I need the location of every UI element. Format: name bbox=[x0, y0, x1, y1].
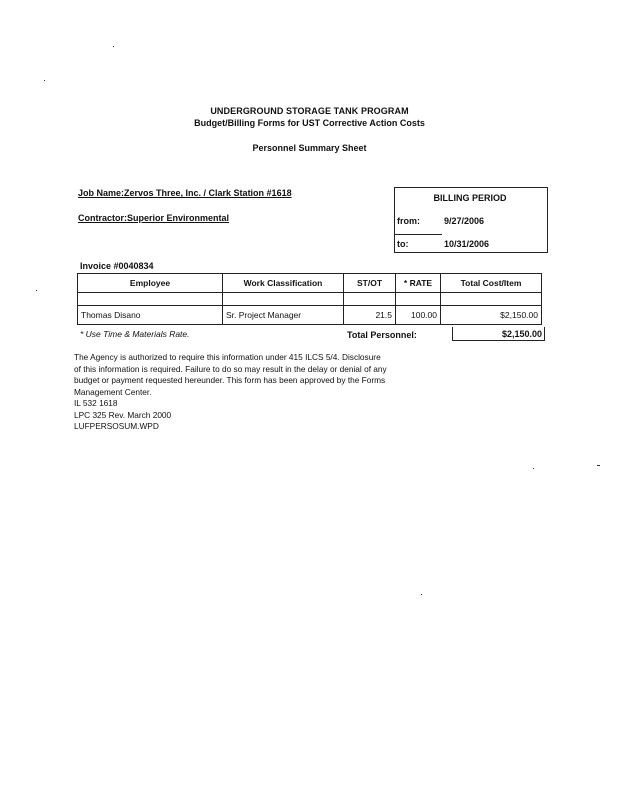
scan-speck bbox=[44, 80, 45, 81]
notice-line: Management Center. bbox=[74, 386, 152, 397]
classification-cell: Sr. Project Manager bbox=[223, 306, 344, 325]
table-header-row bbox=[78, 274, 542, 293]
notice-line: of this information is required. Failure to do so may result in the delay or denial of any bbox=[74, 363, 387, 374]
scan-speck bbox=[597, 465, 600, 466]
scan-speck bbox=[533, 468, 534, 469]
total-personnel-label: Total Personnel: bbox=[347, 330, 417, 340]
table-spacer-row bbox=[78, 293, 542, 306]
col-rate: * RATE bbox=[396, 274, 441, 293]
scan-speck bbox=[36, 290, 37, 291]
program-title: UNDERGROUND STORAGE TANK PROGRAM bbox=[210, 106, 409, 116]
st-ot-cell: 21.5 bbox=[344, 306, 396, 325]
rate-cell: 100.00 bbox=[396, 306, 441, 325]
spacer-cell bbox=[441, 293, 542, 306]
col-st-ot: ST/OT bbox=[344, 274, 396, 293]
billing-to-value: 10/31/2006 bbox=[444, 239, 490, 249]
sheet-title: Personnel Summary Sheet bbox=[252, 143, 367, 153]
table-row bbox=[78, 306, 542, 325]
job-name-label: Job Name: bbox=[78, 188, 125, 198]
total-cost-cell: $2,150.00 bbox=[441, 306, 542, 325]
col-work-classification: Work Classification bbox=[223, 274, 344, 293]
notice-line: The Agency is authorized to require this information under 415 ILCS 5/4. Disclosure bbox=[74, 352, 381, 362]
col-total-cost: Total Cost/Item bbox=[441, 274, 542, 293]
form-revision: LPC 325 Rev. March 2000 bbox=[74, 409, 172, 420]
employee-cell: Thomas Disano bbox=[78, 306, 223, 325]
contractor-row bbox=[78, 213, 229, 223]
job-name-row bbox=[78, 188, 292, 198]
scan-speck bbox=[421, 594, 422, 595]
spacer-cell bbox=[78, 293, 223, 306]
col-employee: Employee bbox=[78, 274, 223, 293]
spacer-cell bbox=[344, 293, 396, 306]
billing-divider bbox=[394, 234, 442, 235]
job-name-value: Zervos Three, Inc. / Clark Station #1618 bbox=[124, 188, 292, 198]
billing-period-title: BILLING PERIOD bbox=[433, 193, 507, 203]
invoice-number: Invoice #0040834 bbox=[80, 261, 154, 271]
form-subtitle: Budget/Billing Forms for UST Corrective Action Costs bbox=[194, 118, 425, 128]
billing-from-label: from: bbox=[397, 216, 420, 226]
form-code: IL 532 1618 bbox=[74, 398, 118, 408]
billing-from-value: 9/27/2006 bbox=[444, 216, 485, 226]
rate-footnote: * Use Time & Materials Rate. bbox=[80, 329, 190, 339]
personnel-table bbox=[77, 273, 542, 325]
contractor-value: Superior Environmental bbox=[127, 213, 230, 223]
spacer-cell bbox=[223, 293, 344, 306]
billing-to-label: to: bbox=[397, 239, 409, 249]
file-name: LUFPERSOSUM.WPD bbox=[74, 421, 159, 431]
contractor-label: Contractor: bbox=[78, 213, 127, 223]
spacer-cell bbox=[396, 293, 441, 306]
scan-speck bbox=[113, 46, 114, 47]
total-personnel-value: $2,150.00 bbox=[452, 327, 545, 341]
agency-notice bbox=[74, 352, 414, 433]
notice-line: budget or payment requested hereunder. This form has been approved by the Forms bbox=[74, 375, 386, 385]
